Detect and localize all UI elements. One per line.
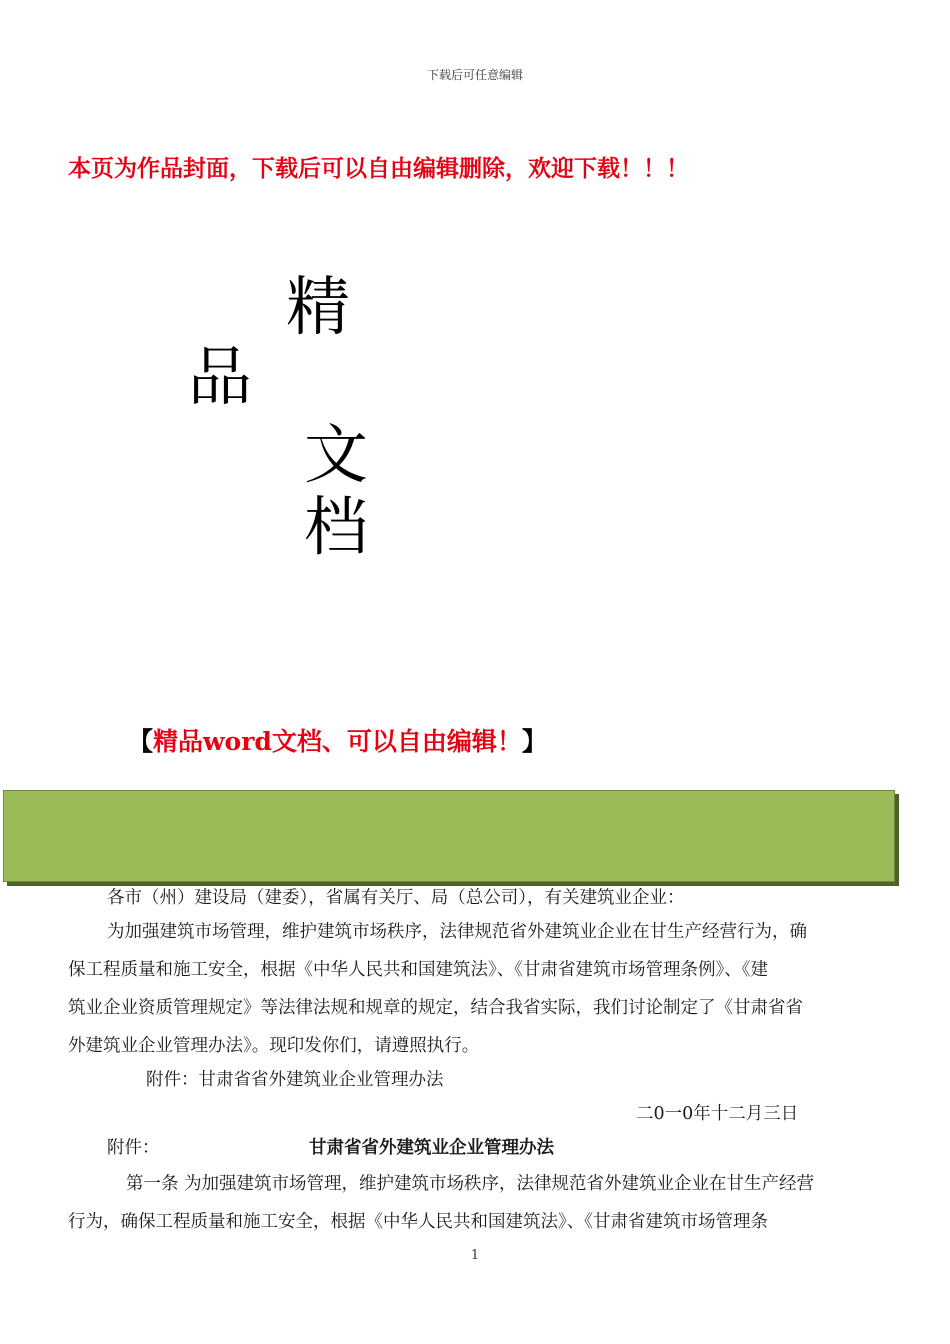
attachment-title: 甘肃省省外建筑业企业管理办法 [309, 1138, 554, 1158]
article-1-line-1: 第一条 为加强建筑市场管理，维护建筑市场秩序，法律规范省外建筑业企业在甘生产经营 [126, 1174, 815, 1194]
subtitle-open-bracket: 【 [128, 727, 154, 756]
green-banner-box [3, 790, 895, 882]
cover-notice: 本页为作品封面，下载后可以自由编辑删除，欢迎下载！！！ [68, 156, 689, 182]
body-line-5: 外建筑业企业管理办法》。现印发你们，请遵照执行。 [68, 1036, 480, 1056]
article-1-line-2: 行为，确保工程质量和施工安全，根据《中华人民共和国建筑法》、《甘肃省建筑市场管理条 [68, 1212, 768, 1232]
body-line-3: 保工程质量和施工安全，根据《中华人民共和国建筑法》、《甘肃省建筑市场管理条例》、《建 [68, 960, 768, 980]
body-line-2: 为加强建筑市场管理，维护建筑市场秩序，法律规范省外建筑业企业在甘生产经营行为，确 [107, 922, 807, 942]
attachment-label: 附件： [107, 1138, 160, 1158]
cover-title-char-1: 精 [286, 271, 350, 345]
cover-title-char-2: 品 [188, 341, 252, 415]
body-line-4: 筑业企业资质管理规定》等法律法规和规章的规定，结合我省实际，我们讨论制定了《甘肃省省 [68, 998, 803, 1018]
page-header: 下载后可任意编辑 [426, 68, 523, 82]
page-number: 1 [470, 1248, 480, 1263]
issue-date: 二0一0年十二月三日 [636, 1104, 799, 1124]
cover-title-char-3: 文 [304, 419, 368, 493]
subtitle-text: 精品word文档、可以自由编辑！ [153, 727, 522, 756]
subtitle-close-bracket: 】 [521, 727, 547, 756]
cover-title-char-4: 档 [304, 491, 368, 565]
cover-subtitle [128, 722, 547, 758]
salutation-line: 各市（州）建设局（建委），省属有关厅、局（总公司），有关建筑业企业： [107, 888, 685, 908]
attachment-note: 附件：甘肃省省外建筑业企业管理办法 [146, 1070, 444, 1090]
